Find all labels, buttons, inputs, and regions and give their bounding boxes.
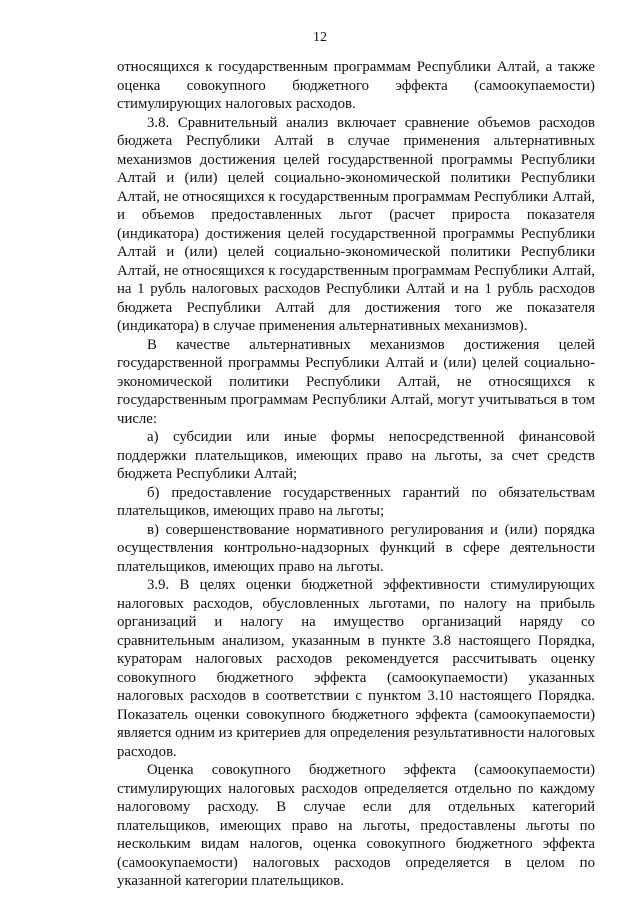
paragraph-alternatives: В качестве альтернативных механизмов достижения целей государственной программы Республики Алтай и (или) целей социально-экономической политики Республики Алтай, не относящихся к государственным программам Республики Алтай, могут учитываться в том числе: [117,336,595,427]
paragraph-3-9: 3.9. В целях оценки бюджетной эффективности стимулирующих налоговых расходов, обусловленных льготами, по налогу на прибыль организаций и налогу на имущество организаций наряду со сравнительным анализом, указанным в пункте 3.8 настоящего Порядка, кураторам налоговых расходов рекомендуется рассчитывать оценку совокупного бюджетного эффекта (самоокупаемости) указанных налоговых расходов в соответствии с пунктом 3.10 настоящего Порядка. Показатель оценки совокупного бюджетного эффекта (самоокупаемости) является одним из критериев для определения результативности налоговых расходов. [117,577,595,760]
paragraph-continuation: относящихся к государственным программам Республики Алтай, а также оценка совокупного бюджетного эффекта (самоокупаемости) стимулирующих налоговых расходов. [117,59,595,112]
list-item-b: б) предоставление государственных гарантий по обязательствам плательщиков, имеющих право на льготы; [117,484,595,519]
page-number: 12 [313,30,327,45]
list-item-v: в) совершенствование нормативного регулирования и (или) порядка осуществления контрольно-надзорных функций в сфере деятельности плательщиков, имеющих право на льготы. [117,521,595,575]
list-item-a: а) субсидии или иные формы непосредственной финансовой поддержки плательщиков, имеющих право на льготы, за счет средств бюджета Республики Алтай; [117,429,595,482]
paragraph-assessment: Оценка совокупного бюджетного эффекта (самоокупаемости) стимулирующих налоговых расходов определяется отдельно по каждому налоговому расходу. В случае если для отдельных категорий плательщиков, имеющих право на льготы, предоставлены льготы по нескольким видам налогов, оценка совокупного бюджетного эффекта (самоокупаемости) налоговых расходов определяется в целом по указанной категории плательщиков. [117,762,595,889]
paragraph-3-8: 3.8. Сравнительный анализ включает сравнение объемов расходов бюджета Республики Алтай в случае применения альтернативных механизмов достижения целей государственной программы Республики Алтай и (или) целей социально-экономической политики Республики Алтай, не относящихся к государственным программам Республики Алтай, и объемов предоставленных льгот (расчет прироста показателя (индикатора) достижения целей государственной программы Республики Алтай и (или) целей социально-экономической политики Республики Алтай, не относящихся к государственным программам Республики Алтай, на 1 рубль налоговых расходов Республики Алтай и на 1 рубль расходов бюджета Республики Алтай для достижения того же показателя (индикатора) в случае применения альтернативных механизмов). [117,114,595,334]
document-body [117,58,595,891]
